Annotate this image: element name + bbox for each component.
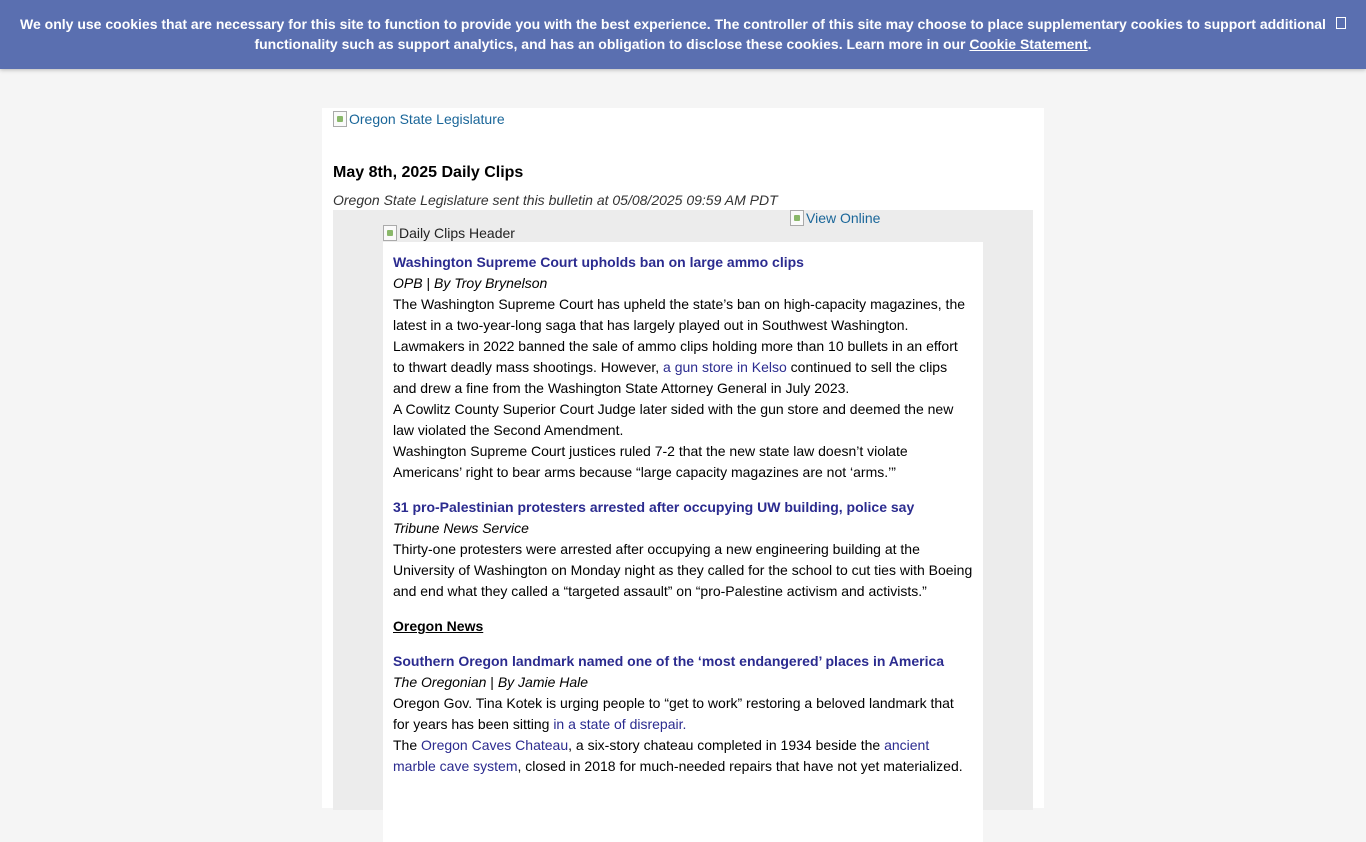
oregon-caves-chateau-link[interactable]: Oregon Caves Chateau bbox=[421, 737, 569, 753]
article-paragraph: Thirty-one protesters were arrested after occupying a new engineering building at the University of Washington on Monday night as they called for the school to cut ties with Boeing and end what they called a “targeted assault” on “pro-Palestine activism and activists.” bbox=[393, 541, 973, 599]
article-source: OPB bbox=[393, 275, 423, 291]
article-paragraph bbox=[393, 735, 973, 777]
view-online-link[interactable] bbox=[790, 210, 880, 226]
article-paragraph bbox=[393, 336, 973, 399]
article-paragraph bbox=[393, 693, 973, 735]
article-headline-link[interactable]: 31 pro-Palestinian protesters arrested after occupying UW building, police say bbox=[393, 499, 915, 515]
article-author: By Troy Brynelson bbox=[434, 275, 548, 291]
article-paragraph: Washington Supreme Court justices ruled 7-2 that the new state law doesn’t violate Americans’ right to bear arms because “large capacity magazines are not ‘arms.’” bbox=[393, 443, 908, 480]
article-source: The Oregonian bbox=[393, 674, 487, 690]
byline-separator: | bbox=[422, 275, 434, 291]
clips-content bbox=[383, 242, 983, 842]
article-text: , closed in 2018 for much-needed repairs that have not yet materialized. bbox=[517, 758, 963, 774]
article-byline bbox=[393, 518, 973, 539]
marble-cave-system-link[interactable]: ancient marble cave system bbox=[393, 737, 930, 774]
email-frame bbox=[333, 210, 1033, 810]
article-paragraph: The Washington Supreme Court has upheld the state’s ban on high-capacity magazines, the latest in a two-year-long saga that has largely played out in Southwest Washington. bbox=[393, 296, 966, 333]
cookie-banner-trailing: . bbox=[1087, 36, 1092, 52]
cookie-statement-link[interactable]: Cookie Statement bbox=[969, 36, 1088, 52]
disrepair-link[interactable]: in a state of disrepair. bbox=[553, 716, 687, 732]
broken-image-icon bbox=[333, 111, 347, 127]
article-paragraph: A Cowlitz County Superior Court Judge later sided with the gun store and deemed the new law violated the Second Amendment. bbox=[393, 401, 954, 438]
article-text: continued to sell the clips and drew a fine from the Washington State Attorney General in July 2023. bbox=[393, 359, 948, 396]
bulletin-title: May 8th, 2025 Daily Clips bbox=[333, 164, 524, 181]
article-text: The bbox=[393, 737, 422, 753]
byline-separator: | bbox=[486, 674, 498, 690]
article-headline-link[interactable]: Washington Supreme Court upholds ban on large ammo clips bbox=[393, 254, 804, 270]
article bbox=[393, 497, 973, 602]
article-text: Oregon Gov. Tina Kotek is urging people to “get to work” restoring a beloved landmark that for years has been sitting bbox=[393, 695, 954, 732]
close-icon[interactable] bbox=[1336, 17, 1346, 29]
bulletin-meta: Oregon State Legislature sent this bulletin at 05/08/2025 09:59 AM PDT bbox=[333, 192, 778, 208]
broken-image-icon bbox=[383, 225, 397, 241]
article-byline bbox=[393, 672, 973, 693]
article-text: Lawmakers in 2022 banned the sale of ammo clips holding more than 10 bullets in an effort to thwart deadly mass shootings. However, bbox=[393, 338, 958, 375]
cookie-banner-text: We only use cookies that are necessary for this site to function to provide you with the best experience. The controller of this site may choose to place supplementary cookies to support additional functionality such as support analytics, and has an obligation to disclose these cookies. Learn more in our bbox=[20, 16, 1326, 52]
article bbox=[393, 252, 973, 483]
legislature-logo[interactable] bbox=[333, 111, 505, 127]
article-author: By Jamie Hale bbox=[497, 674, 589, 690]
broken-image-icon bbox=[790, 210, 804, 226]
daily-clips-header-alt: Daily Clips Header bbox=[399, 225, 515, 241]
cookie-banner bbox=[0, 0, 1366, 69]
article-source: Tribune News Service bbox=[393, 520, 529, 536]
logo-alt-text: Oregon State Legislature bbox=[349, 111, 505, 127]
section-title-oregon-news: Oregon News bbox=[393, 618, 484, 634]
article-text: , a six-story chateau completed in 1934 beside the bbox=[568, 737, 885, 753]
article bbox=[393, 651, 973, 777]
gun-store-link[interactable]: a gun store in Kelso bbox=[663, 359, 787, 375]
article-byline bbox=[393, 273, 973, 294]
view-online-alt: View Online bbox=[806, 210, 881, 226]
bulletin-page bbox=[322, 108, 1044, 808]
daily-clips-header-image bbox=[383, 225, 515, 241]
article-headline-link[interactable]: Southern Oregon landmark named one of the ‘most endangered’ places in America bbox=[393, 653, 945, 669]
